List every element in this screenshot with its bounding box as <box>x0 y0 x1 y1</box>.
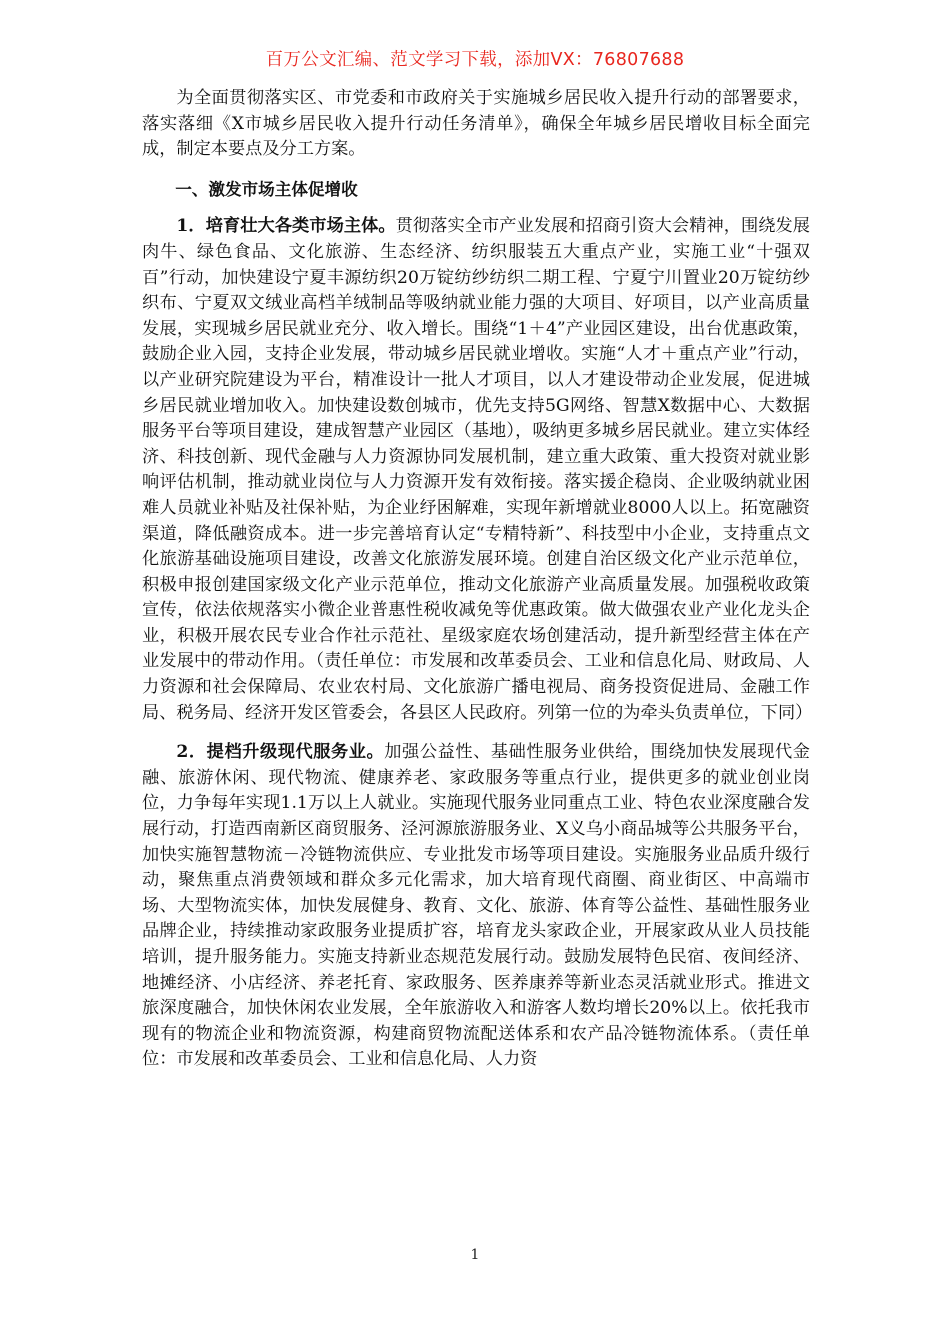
item-body: 加强公益性、基础性服务业供给，围绕加快发展现代金融、旅游休闲、现代物流、健康养老、家政服务等重点行业，提供更多的就业创业岗位，力争每年实现1.1万以上人就业。实施现代服务业同重点工业、特色农业深度融合发展行动，打造西南新区商贸服务、泾河源旅游服务业、X义乌小商品城等公共服务平台，加快实施智慧物流－冷链物流供应、专业批发市场等项目建设。实施服务业品质升级行动，聚焦重点消费领域和群众多元化需求，加大培育现代商圈、商业街区、中高端市场、大型物流实体，加快发展健身、教育、文化、旅游、体育等公益性、基础性服务业品牌企业，持续推动家政服务业提质扩容，培育龙头家政企业，开展家政从业人员技能培训，提升服务能力。实施支持新业态规范发展行动。鼓励发展特色民宿、夜间经济、地摊经济、小店经济、养老托育、家政服务、医养康养等新业态灵活就业形式。推进文旅深度融合，加快休闲农业发展，全年旅游收入和游客人数均增长20%以上。依托我市现有的物流企业和物流资源，构建商贸物流配送体系和农产品冷链物流体系。（责任单位：市发展和改革委员会、工业和信息化局、人力资 <box>142 742 810 1070</box>
list-item <box>142 740 810 1073</box>
item-title: 1．培育壮大各类市场主体。 <box>176 216 396 237</box>
document-body <box>142 86 813 1087</box>
item-title: 2．提档升级现代服务业。 <box>176 742 385 763</box>
item-body: 贯彻落实全市产业发展和招商引资大会精神，围绕发展肉牛、绿色食品、文化旅游、生态经济、纺织服装五大重点产业，实施工业“十强双百”行动，加快建设宁夏丰源纺织20万锭纺纱纺织二期工程、宁夏宁川置业20万锭纺纱织布、宁夏双文绒业高档羊绒制品等吸纳就业能力强的大项目、好项目，以产业高质量发展，实现城乡居民就业充分、收入增长。围绕“1＋4”产业园区建设，出台优惠政策，鼓励企业入园，支持企业发展，带动城乡居民就业增收。实施“人才＋重点产业”行动，以产业研究院建设为平台，精准设计一批人才项目，以人才建设带动企业发展，促进城乡居民就业增加收入。加快建设数创城市，优先支持5G网络、智慧X数据中心、大数据服务平台等项目建设，建成智慧产业园区（基地），吸纳更多城乡居民就业。建立实体经济、科技创新、现代金融与人力资源协同发展机制，建立重大政策、重大投资对就业影响评估机制，推动就业岗位与人力资源开发有效衔接。落实援企稳岗、企业吸纳就业困难人员就业补贴及社保补贴，为企业纾困解难，实现年新增就业8000人以上。拓宽融资渠道，降低融资成本。进一步完善培育认定“专精特新”、科技型中小企业，支持重点文化旅游基础设施项目建设，改善文化旅游发展环境。创建自治区级文化产业示范单位，积极申报创建国家级文化产业示范单位，推动文化旅游产业高质量发展。加强税收政策宣传，依法依规落实小微企业普惠性税收减免等优惠政策。做大做强农业产业化龙头企业，积极开展农民专业合作社示范社、星级家庭农场创建活动，提升新型经营主体在产业发展中的带动作用。（责任单位：市发展和改革委员会、工业和信息化局、财政局、人力资源和社会保障局、农业农村局、文化旅游广播电视局、商务投资促进局、金融工作局、税务局、经济开发区管委会，各县区人民政府。列第一位的为牵头负责单位，下同） <box>142 216 813 723</box>
intro-paragraph: 为全面贯彻落实区、市党委和市政府关于实施城乡居民收入提升行动的部署要求，落实落细《X市城乡居民收入提升行动任务清单》，确保全年城乡居民增收目标全面完成，制定本要点及分工方案。 <box>142 88 810 160</box>
watermark-header: 百万公文汇编、范文学习下载，添加VX：76807688 <box>265 50 685 70</box>
section-heading: 一、激发市场主体促增收 <box>175 179 358 199</box>
page-number: 1 <box>470 1247 480 1263</box>
list-item <box>142 214 813 726</box>
